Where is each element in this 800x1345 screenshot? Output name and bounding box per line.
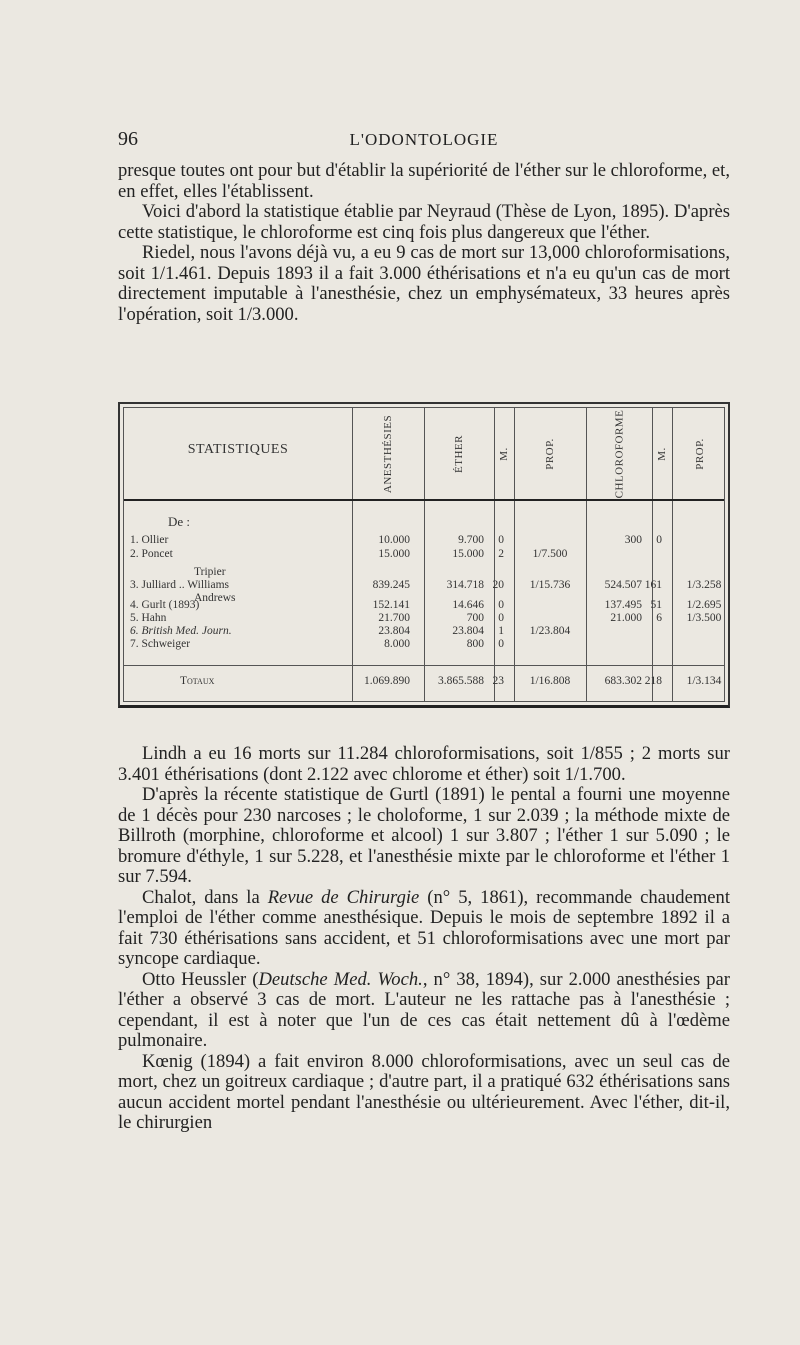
paragraph: D'après la récente statistique de Gurtl (1891) le pental a fourni une moyenne de 1 décès pour 230 narcoses ; le choloforme, 1 sur 2.039 ; la méthode mixte de Billroth (morphine, chloroforme et alcool) 1 sur 3.807 ; l'éther 1 sur 5.090 ; le bromure d'éthyle, 1 sur 5.228, et l'anesthésie mixte par le chloroforme et l'éther 1 sur 7.594. [118,784,730,887]
cell-ether: 9.700 [458,534,484,546]
paragraph: Chalot, dans la Revue de Chirurgie (n° 5, 1861), recommande chaudement l'emploi de l'éther comme anesthésique. Depuis le mois de septembre 1892 il a fait 730 éthérisations sans accident, et 51 chloroformisations avec une mort par syncope cardiaque. [118,886,730,969]
total-m2: 218 [644,675,662,687]
cell-m1: 2 [498,548,504,560]
cell-anesth: 8.000 [384,638,410,650]
statistics-table [118,402,730,708]
cell-m2: 161 [644,579,662,591]
row-label: 2. Poncet [130,548,173,560]
cell-ether: 700 [466,612,484,624]
cell-prop1: 1/7.500 [532,548,568,560]
paragraph: Kœnig (1894) a fait environ 8.000 chloroformisations, avec un seul cas de mort, chez un goitreux cardiaque ; d'autre part, il a pratiqué 632 éthérisations sans aucun accident mortel pendant l'anesthésie ou ultérieurement. Avec l'éther, dit-il, le chirurgien [118,1050,730,1133]
total-prop2: 1/3.134 [686,675,722,687]
cell-prop2: 1/2.695 [686,599,722,611]
table-title: STATISTIQUES [187,442,289,457]
body-text-bottom [118,744,730,1134]
cell-prop2: 1/3.258 [686,579,722,591]
cell-m1: 0 [498,599,504,611]
paragraph: Riedel, nous l'avons déjà vu, a eu 9 cas de mort sur 13,000 chloroformisations, soit 1/1.461. Depuis 1893 il a fait 3.000 éthérisations et n'a eu qu'un cas de mort directement imputable à l'anesthésie, chez un emphysémateux, 33 heures après l'opération, soit 1/3.000. [118,242,730,325]
header-prop2: PROP. [694,438,707,470]
header-prop1: PROP. [544,438,557,470]
total-anesth: 1.069.890 [364,675,410,687]
cell-anesth: 152.141 [372,599,410,611]
cell-prop1: 1/23.804 [529,625,571,637]
page-number: 96 [118,128,138,150]
cell-ether: 15.000 [452,548,484,560]
total-prop1: 1/16.808 [529,675,571,687]
cell-prop2: 1/3.500 [686,612,722,624]
header-m1: M. [498,447,510,461]
cell-m1: 0 [498,638,504,650]
page-header [118,128,730,152]
cell-m1: 0 [498,612,504,624]
cell-m1: 0 [498,534,504,546]
cell-ether: 314.718 [446,579,484,591]
cell-m1: 1 [498,625,504,637]
cell-anesth: 839.245 [372,579,410,591]
header-anesthesies: ANESTHÉSIES [382,414,395,494]
paragraph: Otto Heussler (Deutsche Med. Woch., n° 38, 1894), sur 2.000 anesthésies par l'éther a observé 3 cas de mort. L'auteur ne les rattache pas à l'anesthésie ; cependant, il est à noter que l'un de ces cas était nettement dû à l'œdème pulmonaire. [118,968,731,1051]
row-label: 4. Gurlt (1893) [130,599,200,611]
cell-m1: 20 [492,579,504,591]
header-m2: M. [656,447,668,461]
cell-chloro: 21.000 [610,612,642,624]
row-label: 1. Ollier [130,534,169,546]
running-title: L'ODONTOLOGIE [349,130,499,149]
paragraph: Lindh a eu 16 morts sur 11.284 chloroformisations, soit 1/855 ; 2 morts sur 3.401 éthérisations (dont 2.122 avec chlorome et éther) soit 1/1.700. [118,743,730,785]
row-label: 6. British Med. Journ. [130,625,232,637]
cell-chloro: 300 [624,534,642,546]
julliard-sub: Tripier [194,566,226,578]
cell-chloro: 524.507 [604,579,642,591]
header-chloroforme: CHLOROFORME [613,409,625,499]
de-label: De : [168,514,191,529]
header-ether: ÉTHER [453,435,466,473]
cell-ether: 23.804 [452,625,484,637]
cell-chloro: 137.495 [604,599,642,611]
total-chloro: 683.302 [604,675,642,687]
paragraph: presque toutes ont pour but d'établir la supériorité de l'éther sur le chloroforme, et, en effet, elles l'établissent. [118,160,730,202]
cell-ether: 14.646 [452,599,484,611]
cell-anesth: 23.804 [378,625,410,637]
cell-ether: 800 [466,638,484,650]
paragraph: Voici d'abord la statistique établie par Neyraud (Thèse de Lyon, 1895). D'après cette statistique, le chloroforme est cinq fois plus dangereux que l'éther. [118,201,730,243]
cell-anesth: 21.700 [378,612,410,624]
total-m1: 23 [492,675,504,687]
row-label: 5. Hahn [130,612,167,624]
row-label: 7. Schweiger [130,638,191,650]
cell-m2: 51 [650,599,662,611]
cell-m2: 6 [656,612,662,624]
cell-prop1: 1/15.736 [529,579,571,591]
row-label: 3. Julliard .. Williams [130,579,229,591]
cell-anesth: 15.000 [378,548,410,560]
totals-label: Totaux [180,675,215,687]
total-ether: 3.865.588 [438,675,484,687]
cell-anesth: 10.000 [378,534,410,546]
julliard-sub: Andrews [194,592,236,604]
body-text-top [118,161,730,325]
cell-m2: 0 [656,534,662,546]
